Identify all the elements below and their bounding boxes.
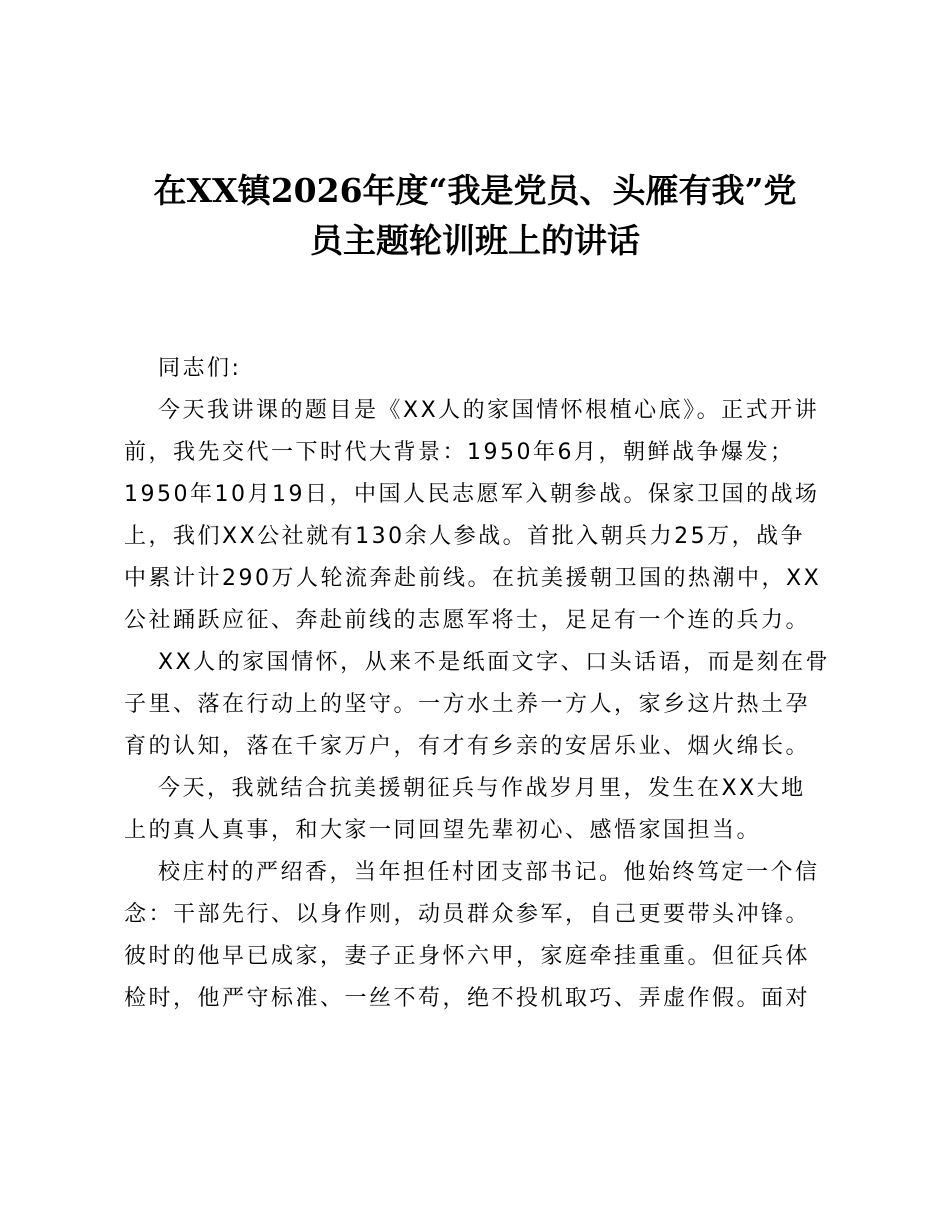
paragraph-line: 1950年10月19日，中国人民志愿军入朝参战。保家卫国的战场	[124, 482, 820, 507]
document-title-line-2: 员主题轮训班上的讲话	[310, 221, 640, 260]
paragraph-line: 今天我讲课的题目是《XX人的家国情怀根植心底》。正式开讲	[158, 398, 820, 423]
paragraph-line: 念：干部先行、以身作则，动员群众参军，自己更要带头冲锋。	[124, 902, 811, 927]
paragraph-line: 上的真人真事，和大家一同回望先辈初心、感悟家国担当。	[124, 818, 762, 843]
salutation: 同志们:	[158, 356, 242, 381]
paragraph-line: 检时，他严守标准、一丝不苟，绝不投机取巧、弄虚作假。面对	[124, 986, 811, 1011]
paragraph-line: 育的认知，落在千家万户，有才有乡亲的安居乐业、烟火绵长。	[124, 734, 811, 759]
paragraph-line: 子里、落在行动上的坚守。一方水土养一方人，家乡这片热土孕	[124, 692, 811, 717]
paragraph-line: 上，我们XX公社就有130余人参战。首批入朝兵力25万，战争	[124, 524, 806, 549]
paragraph-line: XX人的家国情怀，从来不是纸面文字、口头话语，而是刻在骨	[158, 650, 831, 675]
paragraph-line: 中累计计290万人轮流奔赴前线。在抗美援朝卫国的热潮中，XX	[124, 566, 822, 591]
paragraph-line: 校庄村的严绍香，当年担任村团支部书记。他始终笃定一个信	[158, 860, 820, 885]
paragraph-line: 公社踊跃应征、奔赴前线的志愿军将士，足足有一个连的兵力。	[124, 608, 811, 633]
paragraph-line: 今天，我就结合抗美援朝征兵与作战岁月里，发生在XX大地	[158, 776, 806, 801]
paragraph-line: 彼时的他早已成家，妻子正身怀六甲，家庭牵挂重重。但征兵体	[124, 944, 811, 969]
paragraph-line: 前，我先交代一下时代大背景：1950年6月，朝鲜战争爆发；	[124, 440, 795, 465]
document-title-line-1: 在XX镇2026年度“我是党员、头雁有我”党	[153, 171, 797, 210]
